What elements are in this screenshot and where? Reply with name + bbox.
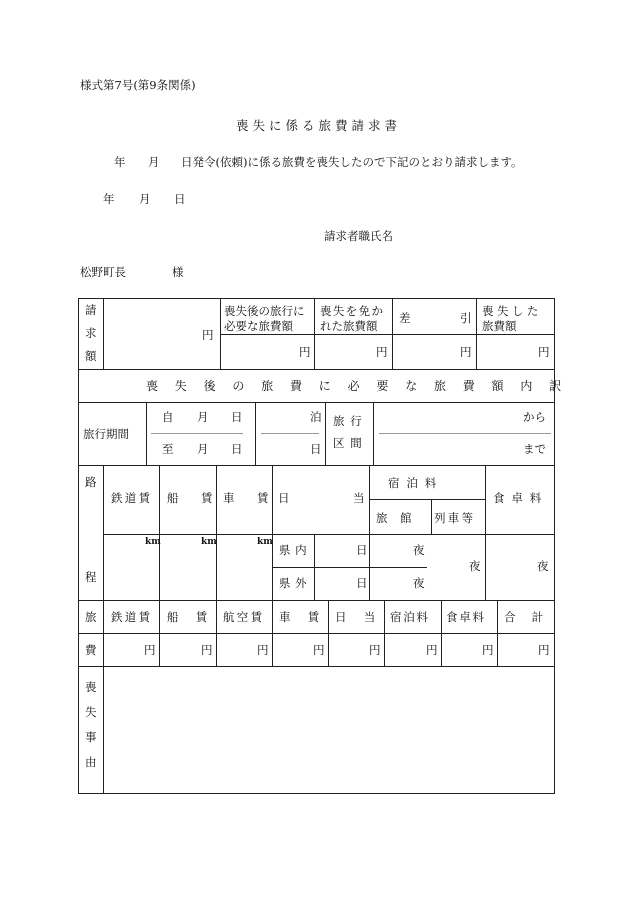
period-nights: 泊 bbox=[310, 410, 322, 424]
col-divider bbox=[431, 499, 432, 534]
col-divider bbox=[325, 402, 326, 465]
col-divider bbox=[216, 465, 217, 600]
reason-label-1: 喪 bbox=[85, 680, 97, 694]
col-divider bbox=[255, 402, 256, 465]
reason-label-3: 事 bbox=[85, 730, 97, 744]
row-divider bbox=[79, 633, 554, 634]
row-divider bbox=[272, 567, 427, 568]
reason-label-2: 失 bbox=[85, 705, 97, 719]
date-month: 月 bbox=[139, 192, 151, 206]
col-exempt-header-2: れた旅費額 bbox=[320, 319, 378, 333]
col-divider bbox=[103, 600, 104, 666]
exp-lodging-yen: 円 bbox=[426, 643, 438, 657]
row-divider bbox=[79, 465, 554, 466]
exp-meal-yen: 円 bbox=[482, 643, 494, 657]
row-divider bbox=[79, 369, 554, 370]
section-to: まで bbox=[523, 442, 546, 456]
route-car-km: km bbox=[257, 537, 273, 547]
in-pref-night: 夜 bbox=[413, 543, 425, 557]
col-divider bbox=[103, 465, 104, 600]
period-label: 旅行期間 bbox=[83, 427, 129, 441]
statement-month: 月 bbox=[148, 155, 160, 169]
col-divider bbox=[369, 465, 370, 600]
route-rail-km: km bbox=[145, 537, 161, 547]
route-ship-km: km bbox=[201, 537, 217, 547]
col-divider bbox=[485, 465, 486, 600]
col-divider bbox=[272, 465, 273, 600]
period-to-b: 月 bbox=[197, 442, 209, 456]
period-from-a: 自 bbox=[162, 410, 174, 424]
route-ship-a: 船 bbox=[167, 491, 179, 505]
out-pref-label: 県外 bbox=[279, 576, 312, 590]
out-pref-night: 夜 bbox=[413, 576, 425, 590]
exp-header-air: 航空賃 bbox=[223, 610, 265, 624]
needed-yen: 円 bbox=[299, 345, 311, 359]
claim-label-2: 求 bbox=[85, 326, 97, 340]
period-days: 日 bbox=[310, 442, 322, 456]
exp-header-total: 合計 bbox=[504, 610, 560, 624]
row-divider bbox=[79, 402, 554, 403]
route-car-b: 賃 bbox=[257, 491, 269, 505]
route-lodging: 宿泊料 bbox=[388, 476, 444, 490]
out-pref-day: 日 bbox=[356, 576, 368, 590]
col-divider bbox=[272, 600, 273, 666]
row-divider bbox=[220, 334, 554, 335]
section-label-2: 区間 bbox=[333, 436, 368, 450]
col-divider bbox=[159, 465, 160, 600]
route-daily-a: 日 bbox=[278, 491, 290, 505]
col-divider bbox=[146, 402, 147, 465]
expenses-label-2: 費 bbox=[85, 643, 97, 657]
exp-air-yen: 円 bbox=[257, 643, 269, 657]
col-divider bbox=[103, 666, 104, 793]
in-pref-label: 県内 bbox=[279, 543, 312, 557]
row-divider bbox=[79, 666, 554, 667]
exp-daily-yen: 円 bbox=[369, 643, 381, 657]
exp-ship-yen: 円 bbox=[201, 643, 213, 657]
statement-text: 日発令(依頼)に係る旅費を喪失したので下記のとおり請求します。 bbox=[181, 155, 523, 169]
route-car-a: 車 bbox=[223, 491, 235, 505]
col-lost-header-1: 喪失した bbox=[482, 304, 542, 318]
in-pref-day: 日 bbox=[356, 543, 368, 557]
exp-header-car: 車賃 bbox=[279, 610, 337, 624]
route-label-2: 程 bbox=[85, 570, 97, 584]
period-to-a: 至 bbox=[162, 442, 174, 456]
statement-year: 年 bbox=[114, 155, 126, 169]
inner-line bbox=[379, 433, 551, 434]
col-divider bbox=[373, 402, 374, 465]
exp-header-lodging: 宿泊料 bbox=[390, 610, 430, 624]
date-year: 年 bbox=[103, 192, 115, 206]
col-divider bbox=[103, 299, 104, 369]
period-from-c: 日 bbox=[231, 410, 243, 424]
document-title: 喪失に係る旅費請求書 bbox=[236, 118, 402, 133]
form-number: 様式第7号(第9条関係) bbox=[80, 78, 196, 92]
route-inn: 旅館 bbox=[376, 511, 425, 525]
train-night: 夜 bbox=[469, 559, 481, 573]
col-divider bbox=[159, 600, 160, 666]
expenses-label-1: 旅 bbox=[85, 610, 97, 624]
period-from-b: 月 bbox=[197, 410, 209, 424]
reason-field[interactable] bbox=[105, 668, 552, 791]
breakdown-title: 喪失後の旅費に必要な旅費額内訳 bbox=[146, 379, 579, 393]
col-divider bbox=[441, 600, 442, 666]
route-label-1: 路 bbox=[85, 475, 97, 489]
period-to-c: 日 bbox=[231, 442, 243, 456]
section-from: から bbox=[523, 410, 546, 424]
col-needed-header-2: 必要な旅費額 bbox=[224, 319, 293, 333]
diff-yen: 円 bbox=[460, 345, 472, 359]
col-needed-header-1: 喪失後の旅行に bbox=[224, 304, 305, 318]
exp-header-meal: 食卓料 bbox=[446, 610, 486, 624]
exp-car-yen: 円 bbox=[313, 643, 325, 657]
exempt-yen: 円 bbox=[376, 345, 388, 359]
claim-label-3: 額 bbox=[85, 349, 97, 363]
inner-line bbox=[151, 433, 243, 434]
route-train: 列車等 bbox=[434, 511, 476, 525]
section-label-1: 旅行 bbox=[333, 414, 368, 428]
exp-rail-yen: 円 bbox=[144, 643, 156, 657]
route-daily-b: 当 bbox=[353, 491, 365, 505]
route-meal: 食卓料 bbox=[493, 491, 549, 505]
addressee: 松野町長 bbox=[80, 265, 126, 279]
row-divider bbox=[79, 600, 554, 601]
row-divider bbox=[103, 534, 554, 535]
exp-header-ship: 船賃 bbox=[167, 610, 225, 624]
col-diff-header-b: 引 bbox=[460, 311, 472, 325]
claim-amount-yen: 円 bbox=[202, 328, 214, 342]
row-divider bbox=[369, 499, 485, 500]
claim-label-1: 請 bbox=[85, 303, 97, 317]
lost-yen: 円 bbox=[538, 345, 550, 359]
col-lost-header-2: 旅費額 bbox=[482, 319, 517, 333]
exp-header-daily: 日当 bbox=[335, 610, 393, 624]
addressee-honorific: 様 bbox=[172, 265, 184, 279]
col-exempt-header-1: 喪失を免か bbox=[320, 304, 385, 318]
inner-line bbox=[261, 433, 319, 434]
reason-label-4: 由 bbox=[85, 755, 97, 769]
col-diff-header-a: 差 bbox=[399, 311, 411, 325]
route-ship-b: 賃 bbox=[201, 491, 213, 505]
claim-form-table bbox=[78, 298, 579, 794]
col-divider bbox=[497, 600, 498, 666]
route-rail: 鉄道賃 bbox=[111, 491, 153, 505]
exp-total-yen: 円 bbox=[538, 643, 550, 657]
date-day: 日 bbox=[174, 192, 186, 206]
exp-header-rail: 鉄道賃 bbox=[111, 610, 153, 624]
meal-night: 夜 bbox=[537, 559, 549, 573]
claimant-label: 請求者職氏名 bbox=[324, 229, 393, 243]
